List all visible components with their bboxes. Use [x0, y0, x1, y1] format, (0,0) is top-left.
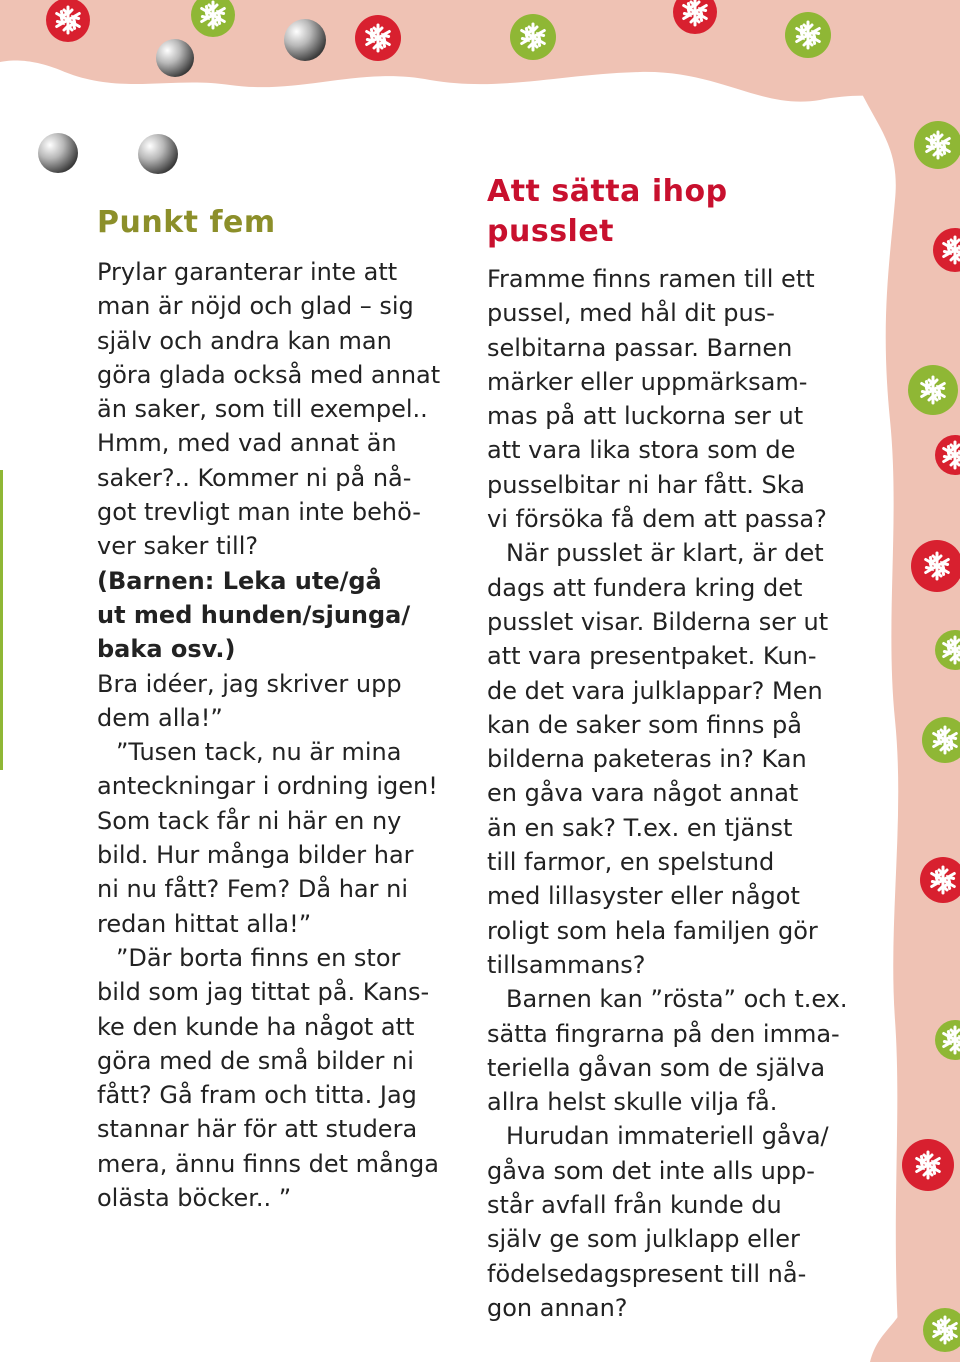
text-line: än en sak? T.ex. en tjänst	[487, 813, 793, 842]
text-line: redan hittat alla!”	[97, 909, 312, 938]
text-line-bold: ut med hunden/sjunga/	[97, 600, 411, 629]
text-line: att vara lika stora som de	[487, 436, 796, 465]
text-line: med lillasyster eller något	[487, 882, 800, 911]
text-line: står avfall från kunde du	[487, 1191, 782, 1220]
text-line: göra glada också med annat	[97, 360, 441, 389]
text-line: ”Tusen tack, nu är mina	[116, 738, 402, 767]
text-line: att vara presentpaket. Kun-	[487, 642, 817, 671]
text-line: dags att fundera kring det	[487, 573, 803, 602]
text-line: till farmor, en spelstund	[487, 848, 775, 877]
text-line: bild. Hur många bilder har	[97, 841, 414, 870]
text-line: roligt som hela familjen gör	[487, 916, 818, 945]
text-line: själv och andra kan man	[97, 326, 392, 355]
text-line: Barnen kan ”rösta” och t.ex.	[506, 985, 848, 1014]
right-column	[487, 172, 859, 1325]
text-line: en gåva vara något annat	[487, 779, 799, 808]
text-line: vi försöka få dem att passa?	[487, 505, 827, 534]
text-line: ni nu fått? Fem? Då har ni	[97, 875, 409, 904]
text-line: olästa böcker.. ”	[97, 1184, 292, 1213]
text-line: dem alla!”	[97, 703, 223, 732]
text-line: sätta fingrarna på den imma-	[487, 1019, 840, 1048]
text-line: Hmm, med vad annat än	[97, 429, 397, 458]
text-line: Hurudan immateriell gåva/	[506, 1122, 829, 1151]
text-line: pusselbitar ni har fått. Ska	[487, 470, 805, 499]
left-edge-line	[0, 470, 3, 770]
text-line: göra med de små bilder ni	[97, 1046, 414, 1075]
text-line: Som tack får ni här en ny	[97, 806, 402, 835]
text-line: själv ge som julklapp eller	[487, 1225, 800, 1254]
text-line: mera, ännu finns det många	[97, 1149, 439, 1178]
heading-punkt-fem: Punkt fem	[97, 205, 276, 240]
text-line: man är nöjd och glad – sig	[97, 292, 414, 321]
text-line: ver saker till?	[97, 532, 259, 561]
text-line: got trevligt man inte behö-	[97, 498, 421, 527]
text-line: anteckningar i ordning igen!	[97, 772, 438, 801]
text-line: gåva som det inte alls upp-	[487, 1156, 815, 1185]
left-column	[97, 203, 469, 1215]
text-line: Bra idéer, jag skriver upp	[97, 669, 402, 698]
text-line: ke den kunde ha något att	[97, 1012, 415, 1041]
text-line: När pusslet är klart, är det	[506, 539, 824, 568]
text-line: kan de saker som finns på	[487, 710, 802, 739]
text-line: mas på att luckorna ser ut	[487, 402, 804, 431]
heading-att-satta-ihop-pusslet: Att sätta ihop pusslet	[487, 174, 728, 249]
text-line: pusslet visar. Bilderna ser ut	[487, 607, 829, 636]
text-line: än saker, som till exempel..	[97, 395, 428, 424]
text-line: fått? Gå fram och titta. Jag	[97, 1081, 417, 1110]
text-line-bold: baka osv.)	[97, 635, 236, 664]
text-line: Prylar garanterar inte att	[97, 258, 398, 286]
text-line: Framme finns ramen till ett	[487, 265, 815, 293]
text-line: pussel, med hål dit pus-	[487, 299, 775, 328]
text-line: ”Där borta finns en stor	[116, 943, 401, 972]
text-line: de det vara julklappar? Men	[487, 676, 823, 705]
text-line: allra helst skulle vilja få.	[487, 1088, 778, 1117]
text-line-bold: (Barnen: Leka ute/gå	[97, 566, 382, 595]
text-line: födelsedagspresent till nå-	[487, 1259, 807, 1288]
left-body	[97, 255, 469, 1215]
text-line: saker?.. Kommer ni på nå-	[97, 463, 412, 492]
text-line: tillsammans?	[487, 950, 646, 979]
text-line: märker eller uppmärksam-	[487, 367, 808, 396]
text-line: bild som jag tittat på. Kans-	[97, 978, 430, 1007]
right-body	[487, 262, 859, 1325]
text-line: stannar här för att studera	[97, 1115, 418, 1144]
text-line: selbitarna passar. Barnen	[487, 333, 793, 362]
text-line: bilderna paketeras in? Kan	[487, 745, 807, 774]
text-line: teriella gåvan som de själva	[487, 1053, 826, 1082]
text-line: gon annan?	[487, 1293, 628, 1322]
